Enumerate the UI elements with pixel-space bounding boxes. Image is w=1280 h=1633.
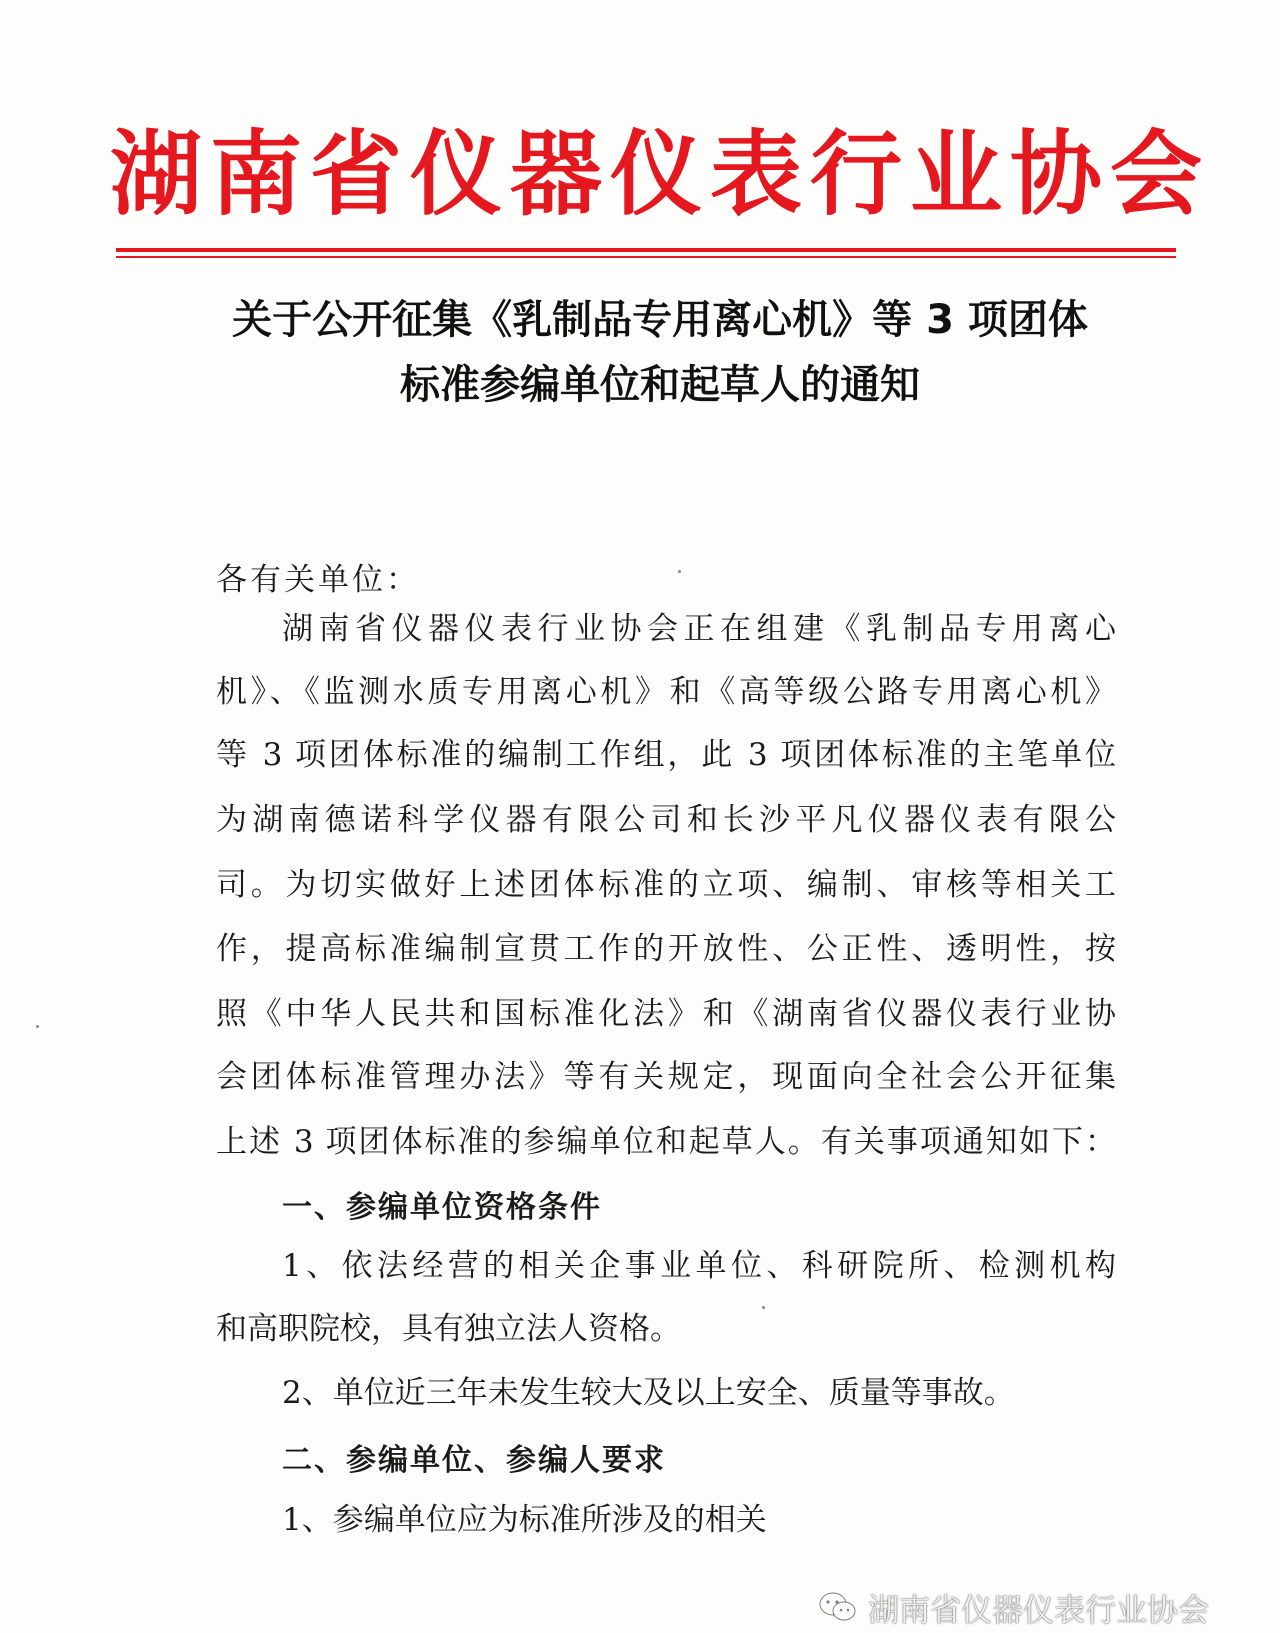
paragraph-line: 照《中华人民共和国标准化法》和《湖南省仪器仪表行业协 [216,996,1116,1032]
watermark [818,1585,1209,1629]
letterhead-red-rule [116,248,1176,252]
paragraph-line: 司。为切实做好上述团体标准的立项、编制、审核等相关工 [216,867,1116,903]
watermark-text: 湖南省仪器仪表行业协会 [868,1592,1209,1629]
section-1-item-1-line-1: 1、依法经营的相关企事业单位、科研院所、检测机构 [282,1248,1116,1284]
document-title-line-2: 标准参编单位和起草人的通知 [400,362,920,408]
document-title-line-1: 关于公开征集《乳制品专用离心机》等 3 项团体 [232,297,1088,343]
paragraph-line: 机》、《监测水质专用离心机》和《高等级公路专用离心机》 [216,674,1116,710]
paragraph-line: 上述 3 项团体标准的参编单位和起草人。有关事项通知如下： [216,1124,1116,1160]
section-heading-2: 二、参编单位、参编人要求 [282,1443,666,1478]
scan-speck [678,570,681,573]
wechat-icon [818,1591,858,1623]
paragraph-line: 湖南省仪器仪表行业协会正在组建《乳制品专用离心 [282,611,1116,647]
paragraph-line: 为湖南德诺科学仪器有限公司和长沙平凡仪器仪表有限公 [216,802,1116,838]
paragraph-line: 等 3 项团体标准的编制工作组，此 3 项团体标准的主笔单位 [216,737,1116,773]
scan-speck [762,1306,765,1309]
section-1-item-2: 2、单位近三年未发生较大及以上安全、质量等事故。 [282,1375,1015,1411]
section-heading-1: 一、参编单位资格条件 [282,1190,602,1225]
section-2-item-1-partial: 1、参编单位应为标准所涉及的相关 [282,1502,767,1538]
scan-speck [36,1025,39,1028]
section-1-item-1-line-2: 和高职院校，具有独立法人资格。 [216,1311,681,1347]
paragraph-line: 会团体标准管理办法》等有关规定，现面向全社会公开征集 [216,1059,1116,1095]
letterhead-org-name: 湖南省仪器仪表行业协会 [110,121,1211,228]
paragraph-line: 作，提高标准编制宣贯工作的开放性、公正性、透明性，按 [216,931,1116,967]
letterhead-red-rule-thin [116,256,1176,258]
salutation: 各有关单位： [216,562,420,598]
